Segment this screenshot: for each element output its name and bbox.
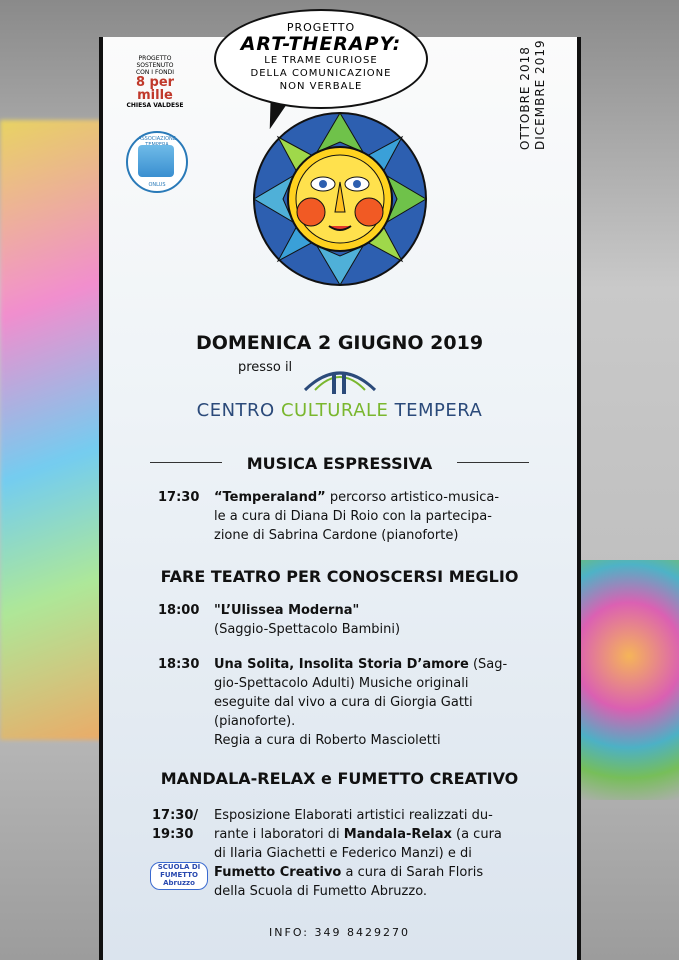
sponsor-text-3: CON I FONDI [135, 69, 175, 76]
item-line: (Saggio-Spettacolo Bambini) [214, 622, 401, 637]
item-text: (a cura [451, 827, 502, 842]
item-time-start: 17:30/ [152, 808, 199, 823]
sun-stained-glass-image [253, 112, 427, 286]
item-title: "L’Ulissea Moderna" [214, 603, 360, 618]
bubble-subtitle-1: LE TRAME CURIOSE [264, 55, 378, 66]
sponsor-text-2: SOSTENUTO [136, 62, 174, 69]
otto-per-mille-logo: 8 per mille [135, 75, 175, 103]
item-line: della Scuola di Fumetto Abruzzo. [214, 884, 428, 899]
venue-part-culturale: CULTURALE [280, 400, 395, 421]
item-line [214, 825, 502, 844]
item-line [214, 601, 400, 620]
item-text: (Sag- [468, 657, 508, 672]
item-text: percorso artistico-musica- [325, 490, 500, 505]
item-description [214, 806, 502, 901]
item-description [214, 655, 507, 750]
item-text: rante i laboratori di [214, 827, 344, 842]
venue-name [0, 400, 679, 421]
sponsor-logo [125, 55, 185, 109]
period-start: OTTOBRE 2018 [518, 46, 532, 150]
info-contact: INFO: 349 8429270 [269, 926, 410, 939]
section-title-mandala: MANDALA-RELAX e FUMETTO CREATIVO [160, 769, 519, 788]
item-line [214, 863, 502, 882]
venue-part-centro: CENTRO [196, 400, 281, 421]
item-title: Fumetto Creativo [214, 865, 342, 880]
period-end: DICEMBRE 2019 [533, 39, 547, 150]
bubble-title: ART-THERAPY: [240, 33, 402, 55]
section-title-musica: MUSICA ESPRESSIVA [246, 454, 433, 473]
item-description [214, 488, 499, 545]
item-text: a cura di Sarah Floris [341, 865, 484, 880]
item-title: Mandala-Relax [343, 827, 452, 842]
item-time: 18:30 [158, 657, 200, 672]
bubble-project-label: PROGETTO [286, 21, 356, 34]
item-line: eseguite dal vivo a cura di Giorgia Gatti [214, 695, 473, 710]
project-period [518, 39, 548, 150]
background-lightbulb-art [0, 120, 110, 740]
item-title: “Temperaland” [214, 490, 326, 505]
item-time-end: 19:30 [152, 827, 194, 842]
item-line: di Ilaria Giachetti e Federico Manzi) e di [214, 846, 472, 861]
association-sub: ONLUS [148, 182, 166, 188]
item-line: le a cura di Diana Di Roio con la partecipa- [214, 509, 492, 524]
event-date: DOMENICA 2 GIUGNO 2019 [195, 332, 484, 354]
item-line: Esposizione Elaborati artistici realizzati du- [214, 808, 493, 823]
bubble-subtitle-3: NON VERBALE [279, 81, 363, 92]
item-line [214, 488, 499, 507]
scuola-di-fumetto-logo: SCUOLA DI FUMETTO Abruzzo [150, 862, 208, 890]
item-time: 17:30 [158, 490, 200, 505]
item-line: Regia a cura di Roberto Mascioletti [214, 733, 441, 748]
waterfall-icon [138, 145, 174, 177]
presso-label: presso il [238, 360, 293, 375]
item-line [214, 655, 507, 674]
chiesa-valdese-label: CHIESA VALDESE [126, 102, 184, 109]
venue-part-tempera: TEMPERA [394, 400, 483, 421]
item-line: gio-Spettacolo Adulti) Musiche originali [214, 676, 469, 691]
item-time-range [152, 806, 198, 844]
speech-bubble [214, 9, 428, 109]
background-owl-art [579, 560, 679, 800]
association-name: ASSOCIAZIONE [138, 136, 176, 142]
item-title: Una Solita, Insolita Storia D’amore [214, 657, 469, 672]
item-description [214, 601, 400, 639]
associazione-tempera-logo [126, 131, 188, 193]
item-time: 18:00 [158, 603, 200, 618]
bubble-subtitle-2: DELLA COMUNICAZIONE [250, 68, 392, 79]
sponsor-text-1: PROGETTO [138, 55, 172, 62]
item-line: zione di Sabrina Cardone (pianoforte) [214, 528, 459, 543]
item-line: (pianoforte). [214, 714, 296, 729]
centro-culturale-logo [300, 360, 380, 400]
section-title-teatro: FARE TEATRO PER CONOSCERSI MEGLIO [160, 567, 519, 586]
